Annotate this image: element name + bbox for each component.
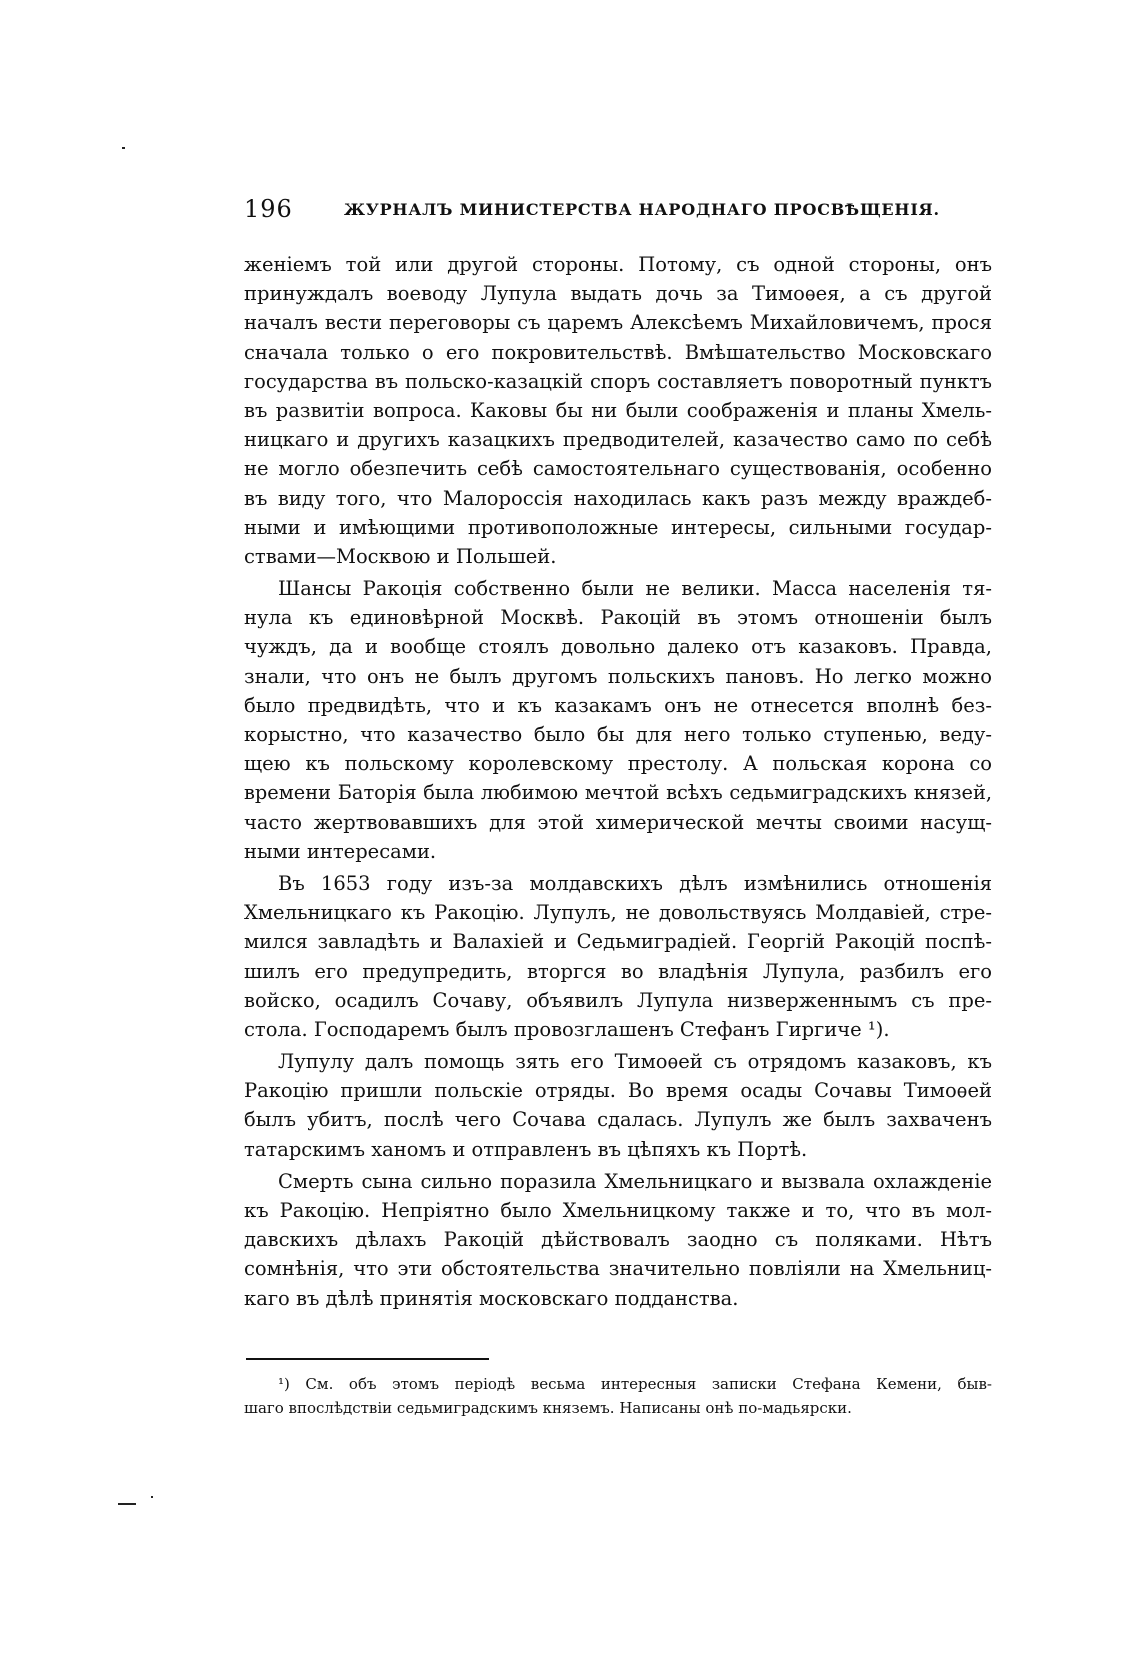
text-line: щею къ польскому королевскому престолу. А польская корона со [244, 752, 992, 776]
text-line: не могло обезпечить себѣ самостоятельнаго существованія, особенно [244, 457, 992, 481]
footnote [244, 1372, 992, 1420]
text-line: сначала только о его покровительствѣ. Вмѣшательство Московскаго [244, 340, 992, 364]
text-line: въ виду того, что Малороссія находилась какъ разъ между враждеб- [244, 486, 992, 510]
text-line: давскихъ дѣлахъ Ракоцій дѣйствовалъ заодно съ поляками. Нѣтъ [244, 1228, 992, 1252]
text-line: ными и имѣющими противоположные интересы, сильными государ- [244, 515, 992, 539]
footnote-line: ¹) См. объ этомъ періодѣ весьма интересныя записки Стефана Кемени, быв- [278, 1375, 992, 1393]
text-line: Смерть сына сильно поразила Хмельницкаго и вызвала охлажденіе [278, 1169, 992, 1193]
text-line: нула къ единовѣрной Москвѣ. Ракоцій въ этомъ отношеніи былъ [244, 606, 992, 630]
scan-dash [118, 1503, 136, 1505]
text-line: къ Ракоцію. Непріятно было Хмельницкому также и то, что въ мол- [244, 1199, 992, 1222]
paragraph [244, 250, 992, 571]
text-line: Ракоцію пришли польскіе отряды. Во время осады Сочавы Тимоѳей [244, 1079, 992, 1103]
paragraph [244, 1047, 992, 1164]
footnote-divider [246, 1358, 489, 1360]
text-line: сомнѣнія, что эти обстоятельства значительно повліяли на Хмельниц- [244, 1257, 992, 1281]
text-line: времени Баторія была любимою мечтой всѣхъ седьмиградскихъ князей, [244, 781, 992, 805]
text-line: государства въ польско-казацкій споръ составляетъ поворотный пунктъ [244, 369, 992, 393]
paragraph [244, 574, 992, 866]
text-line: стола. Господаремъ былъ провозглашенъ Стефанъ Гиргиче ¹). [244, 1017, 890, 1041]
running-title: ЖУРНАЛЪ МИНИСТЕРСТВА НАРОДНАГО ПРОСВѢЩЕНІЯ. [344, 200, 940, 219]
scan-speck [151, 1496, 153, 1498]
text-line: шилъ его предупредить, вторгся во владѣнія Лупула, разбилъ его [244, 959, 992, 983]
text-line: Шансы Ракоція собственно были не велики. Масса населенія тя- [278, 577, 992, 601]
text-line: Въ 1653 году изъ-за молдавскихъ дѣлъ измѣнились отношенія [278, 871, 992, 895]
page-number: 196 [244, 195, 293, 223]
text-line: татарскимъ ханомъ и отправленъ въ цѣпяхъ къ Портѣ. [244, 1137, 808, 1161]
text-line: чуждъ, да и вообще стоялъ довольно далеко отъ казаковъ. Правда, [244, 635, 992, 659]
text-line: женіемъ той или другой стороны. Потому, съ одной стороны, онъ [244, 253, 992, 276]
text-line: Лупулу далъ помощь зять его Тимоѳей съ отрядомъ казаковъ, къ [278, 1050, 992, 1074]
text-line: ницкаго и другихъ казацкихъ предводителей, казачество само по себѣ [244, 428, 992, 452]
text-line: мился завладѣть и Валахіей и Седьмиградіей. Георгій Ракоцій поспѣ- [244, 930, 992, 954]
text-line: ствами—Москвою и Польшей. [244, 544, 557, 568]
body-text [244, 250, 992, 1313]
page-header [244, 195, 940, 225]
text-line: Хмельницкаго къ Ракоцію. Лупулъ, не довольствуясь Молдавіей, стре- [244, 901, 992, 925]
scan-speck [122, 147, 125, 149]
text-line: каго въ дѣлѣ принятія московскаго подданства. [244, 1286, 739, 1310]
paragraph [244, 1167, 992, 1313]
paragraph [244, 869, 992, 1044]
text-line: было предвидѣть, что и къ казакамъ онъ не отнесется вполнѣ без- [244, 693, 992, 717]
footnote-line: шаго впослѣдствіи седьмиградскимъ княземъ. Написаны онѣ по-мадьярски. [244, 1399, 852, 1417]
text-line: былъ убитъ, послѣ чего Сочава сдалась. Лупулъ же былъ захваченъ [244, 1108, 992, 1132]
text-line: корыстно, что казачество было бы для него только ступенью, веду- [244, 723, 992, 746]
text-line: въ развитіи вопроса. Каковы бы ни были соображенія и планы Хмель- [244, 398, 992, 422]
text-line: началъ вести переговоры съ царемъ Алексѣемъ Михайловичемъ, прося [244, 311, 992, 335]
text-line: знали, что онъ не былъ другомъ польскихъ пановъ. Но легко можно [244, 664, 992, 688]
text-line: принуждалъ воеводу Лупула выдать дочь за Тимоѳея, а съ другой [244, 282, 992, 306]
text-line: ными интересами. [244, 839, 437, 863]
text-line: войско, осадилъ Сочаву, объявилъ Лупула низверженнымъ съ пре- [244, 988, 992, 1012]
text-line: часто жертвовавшихъ для этой химерической мечты своими насущ- [244, 810, 992, 834]
